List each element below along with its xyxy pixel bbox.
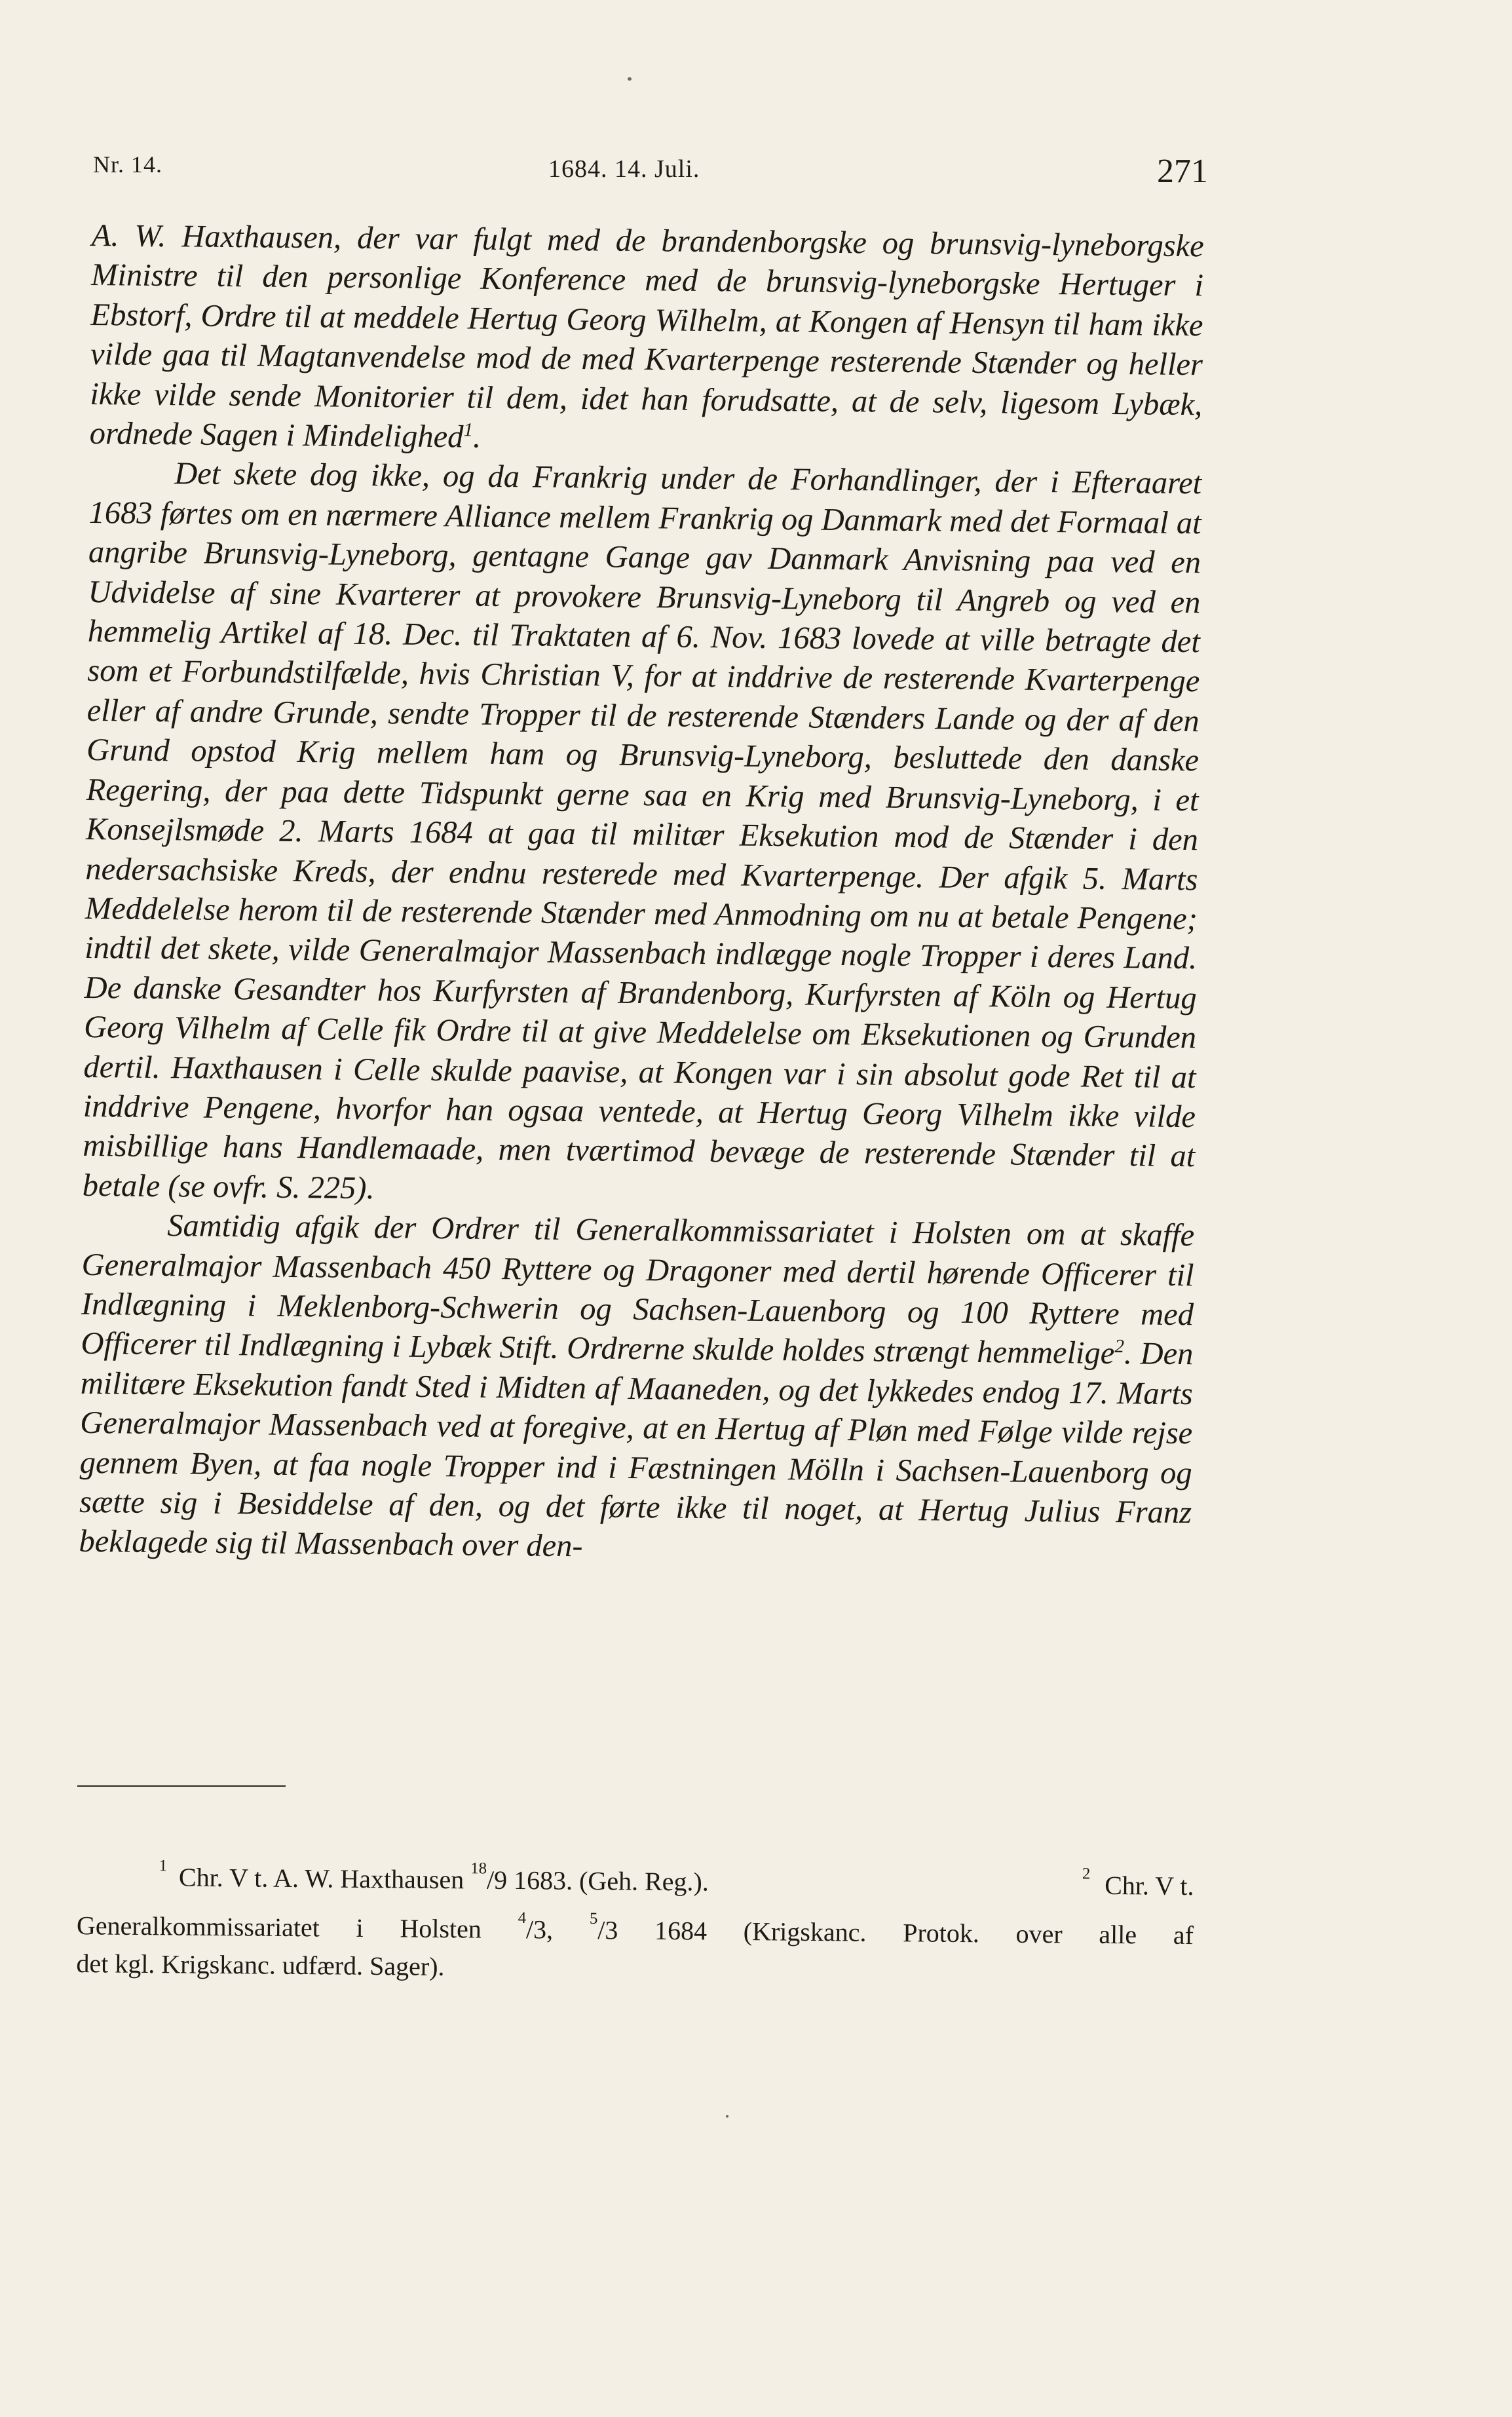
footnote-2-end: det kgl. Krigskanc. udfærd. Sager). bbox=[76, 1949, 445, 1982]
footnote-ref-1: 1 bbox=[463, 419, 474, 441]
document-number: Nr. 14. bbox=[93, 151, 162, 178]
footnote-2-date2-day: 5 bbox=[589, 1910, 598, 1928]
footnote-1-marker: 1 bbox=[159, 1857, 168, 1875]
paragraph-1-tail: . bbox=[472, 419, 482, 455]
footnote-1-text: Chr. V t. A. W. Haxthausen bbox=[178, 1862, 464, 1895]
footnote-2-text-start: Chr. V t. bbox=[1104, 1870, 1194, 1901]
footnote-1-date-day: 18 bbox=[470, 1859, 487, 1878]
footnote-2-marker: 2 bbox=[1082, 1865, 1091, 1883]
footnote-2-start bbox=[1082, 1855, 1194, 1905]
paper-speck bbox=[726, 2115, 728, 2118]
main-text bbox=[79, 216, 1204, 1572]
paragraph-3-text: Samtidig afgik der Ordrer til Generalkommissariatet i Holsten om at skaffe Generalmajor Massenbach 450 Ryttere og Dragoner med dertil hørende Officerer til Indlægning i Meklenborg-Schwerin og Sachsen-Lauenborg og 100 Ryttere med Officerer til Indlægning i Lybæk Stift. Ordrerne skulde holdes strængt hemmelige bbox=[81, 1208, 1195, 1371]
page-number: 271 bbox=[1157, 153, 1208, 190]
footnote-2-date2-rest: /3 1684 (Krigskanc. Protok. over alle af bbox=[597, 1915, 1194, 1951]
footnote-1-date-rest: /9 1683. (Geh. Reg.). bbox=[486, 1865, 709, 1897]
footnote-2-date1: /3, bbox=[525, 1914, 554, 1945]
footnote-separator bbox=[77, 1785, 286, 1787]
footnote-ref-2: 2 bbox=[1114, 1336, 1125, 1358]
footnotes bbox=[76, 1846, 1194, 1992]
paragraph-2 bbox=[83, 453, 1202, 1216]
paragraph-1 bbox=[90, 216, 1204, 465]
header-date: 1684. 14. Juli. bbox=[548, 155, 700, 183]
footnote-2-date1-day: 4 bbox=[518, 1909, 527, 1928]
paragraph-3 bbox=[79, 1206, 1194, 1572]
paragraph-2-text: Det skete dog ikke, og da Frankrig under de Forhandlinger, der i Efteraaret 1683 førtes om en nærmere Alliance mellem Frankrig og Danmark med det Formaal at angribe Brunsvig-Lyneborg, gentagne Gange gav Danmark Anvisning paa ved en Udvidelse af sine Kvarterer at provokere Brunsvig-Lyneborg til Angreb og ved en hemmelig Artikel af 18. Dec. til Traktaten af 6. Nov. 1683 lovede at ville betragte det som et Forbundstilfælde, hvis Christian V, for at inddrive de resterende Kvarterpenge eller af andre Grunde, sendte Tropper til de resterende Stænders Lande og der af den Grund opstod Krig mellem ham og Brunsvig-Lyneborg, besluttede den danske Regering, der paa dette Tidspunkt gerne saa en Krig med Brunsvig-Lyneborg, i et Konsejlsmøde 2. Marts 1684 at gaa til militær Eksekution mod de Stænder i den nedersachsiske Kreds, der endnu resterede med Kvarterpenge. Der afgik 5. Marts Meddelelse herom til de resterende Stænder med Anmodning om nu at betale Pengene; indtil det skete, vilde Generalmajor Massenbach indlægge nogle Tropper i deres Land. De danske Gesandter hos Kurfyrsten af Brandenborg, Kurfyrsten af Köln og Hertug Georg Vilhelm af Celle fik Ordre til at give Meddelelse om Eksekutionen og Grunden dertil. Haxthausen i Celle skulde paavise, at Kongen var i sin absolut gode Ret til at inddrive Pengene, hvorfor han ogsaa ventede, at Hertug Georg Vilhelm ikke vilde misbillige hans Handlemaade, men tværtimod bevæge de resterende Stænder til at betale (se ovfr. S. 225). bbox=[82, 456, 1202, 1206]
paper-speck bbox=[628, 77, 632, 81]
paragraph-1-text: A. W. Haxthausen, der var fulgt med de brandenborgske og brunsvig-lyneborgske Ministre til den personlige Konference med de brunsvig-lyneborgske Hertuger i Ebstorf, Ordre til at meddele Hertug Georg Wilhelm, at Kongen af Hensyn til ham ikke vilde gaa til Magtanvendelse mod de med Kvarterpenge resterende Stænder og heller ikke vilde sende Monitorier til dem, idet han forudsatte, at de selv, ligesom Lybæk, ordnede Sagen i Mindelighed bbox=[89, 218, 1204, 455]
paragraph-3-tail: . Den militære Eksekution fandt Sted i Midten af Maaneden, og det lykkedes endog 17. Marts Generalmajor Massenbach ved at foregive, at en Hertug af Pløn med Følge vilde rejse gennem Byen, at faa nogle Tropper ind i Fæstningen Mölln i Sachsen-Lauenborg og sætte sig i Besiddelse af den, og det førte ikke til noget, at Hertug Julius Franz beklagede sig til Massenbach over den- bbox=[79, 1336, 1194, 1564]
running-header bbox=[93, 143, 1207, 189]
footnote-2-recipient: Generalkommissariatet i Holsten bbox=[76, 1911, 482, 1944]
